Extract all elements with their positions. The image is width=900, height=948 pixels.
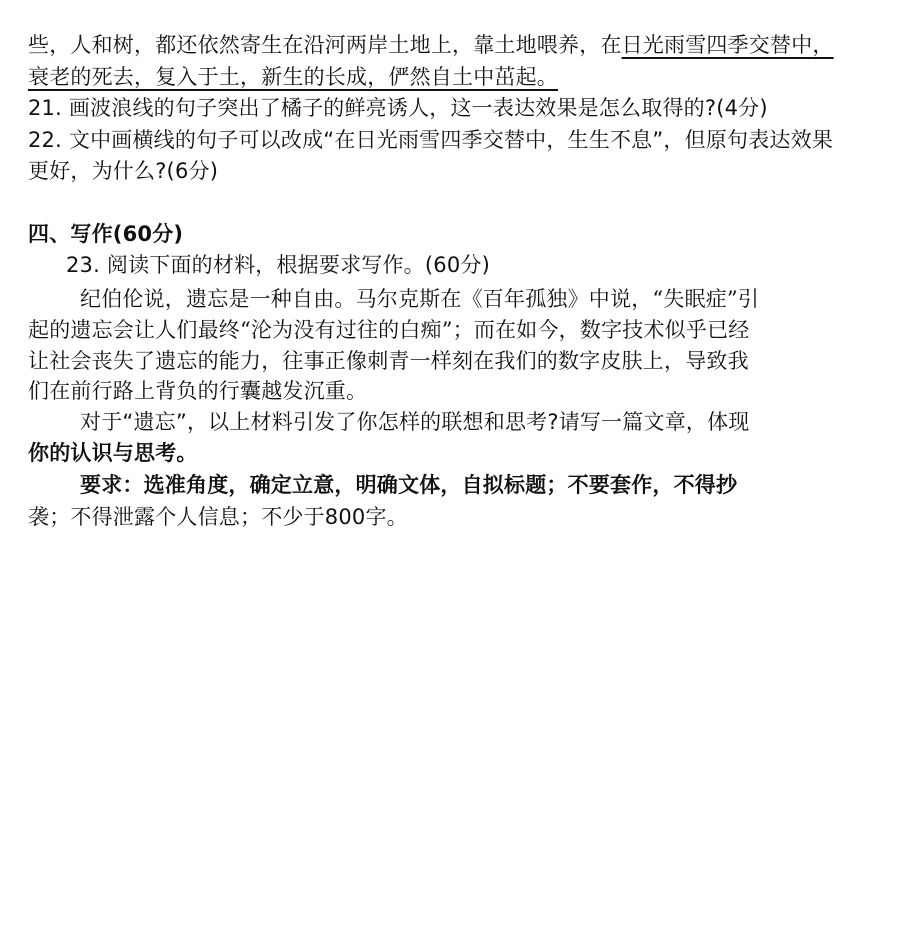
- material-line-2: 起的遗忘会让人们最终“沦为没有过往的白痴”；而在如今，数字技术似乎已经: [28, 318, 750, 342]
- question-21: 21. 画波浪线的句子突出了橘子的鲜亮诱人，这一表达效果是怎么取得的?(4分): [28, 96, 768, 120]
- material-line-1: 纪伯伦说，遗忘是一种自由。马尔克斯在《百年孤独》中说，“失眠症”引: [80, 287, 760, 311]
- passage-line-2: [28, 62, 558, 92]
- prompt-line-2: 你的认识与思考。: [28, 441, 198, 465]
- section-4-heading: 四、写作(60分): [28, 222, 184, 246]
- passage-line-1-underlined: 日光雨雪四季交替中，: [621, 33, 834, 57]
- material-line-3: 让社会丧失了遗忘的能力，往事正像刺青一样刻在我们的数字皮肤上，导致我: [28, 349, 749, 373]
- requirement-line-2: 袭；不得泄露个人信息；不少于800字。: [28, 505, 408, 529]
- question-22-line-1: 22. 文中画横线的句子可以改成“在日光雨雪四季交替中，生生不息”，但原句表达效果: [28, 128, 834, 152]
- passage-line-2-underlined: 衰老的死去，复入于土，新生的长成，俨然自土中茁起。: [28, 65, 558, 89]
- question-23: 23. 阅读下面的材料，根据要求写作。(60分): [66, 253, 490, 277]
- passage-line-1: [28, 30, 834, 60]
- question-22-line-2: 更好，为什么?(6分): [28, 159, 219, 183]
- requirement-line-1: 要求：选准角度，确定立意，明确文体，自拟标题；不要套作，不得抄: [80, 473, 738, 497]
- prompt-line-1: 对于“遗忘”，以上材料引发了你怎样的联想和思考?请写一篇文章，体现: [80, 410, 750, 434]
- material-line-4: 们在前行路上背负的行囊越发沉重。: [28, 379, 368, 403]
- passage-line-1-plain: 些，人和树，都还依然寄生在沿河两岸土地上，靠土地喂养，在: [28, 33, 622, 57]
